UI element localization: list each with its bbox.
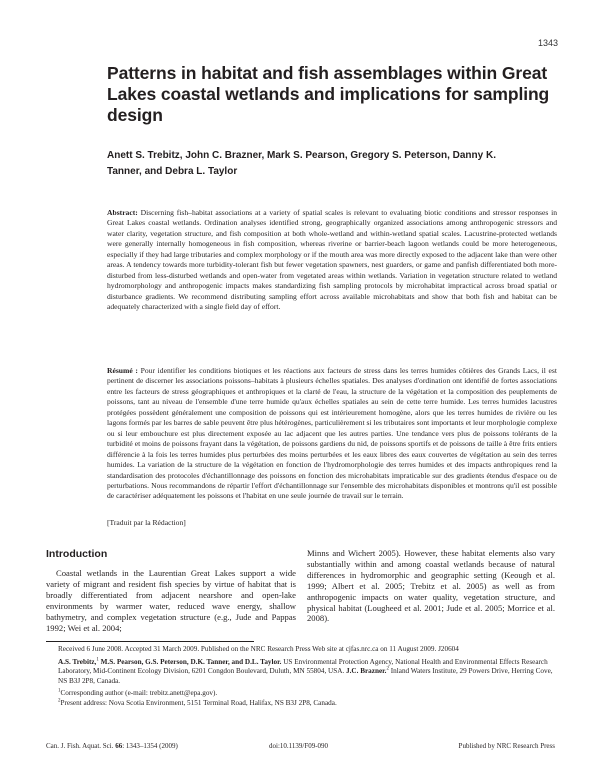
abstract: [107, 208, 557, 313]
translation-note: [Traduit par la Rédaction]: [107, 518, 186, 527]
affiliation-brazner-address: Inland Waters Institute, 29 Powers Drive, Herring Cove, NS B3J 2P8, Canada.: [58, 667, 553, 685]
resume: [107, 366, 557, 502]
received-dates: Received 6 June 2008. Accepted 31 March 2009. Published on the NRC Research Press Web site at cjfas.nrc.ca on 11 August 2009. J20604: [58, 645, 459, 653]
present-address-text: Present address: Nova Scotia Environment, 5151 Terminal Road, Halifax, NS B3J 2P8, Canada.: [60, 698, 337, 707]
resume-label: Résumé :: [107, 366, 138, 375]
affiliation-names-2: M.S. Pearson, G.S. Peterson, D.K. Tanner, and D.L. Taylor.: [100, 657, 282, 666]
resume-text: Pour identifier les conditions biotiques et les réactions aux facteurs de stress dans les terres humides côtières des Grands Lacs, il est pertinent de discerner les associations poissons–habitats à plusieurs échelles spatiales. Des analyses d'ordination ont identifié de fortes associations entre les facteurs de stress géographiques et anthropiques et la clarté de l'eau, la structure de la végétation et la composition des peuplements de poissons, tant au niveau de l'ensemble d'une terre humide qu'aux échelles spatiales au sein de cette terre humide. Les terres humides lacustres protégées possèdent généralement une composition de poissons qui est intérieurement homogène, alors que les terres humides de rivière ou les lagons formés par les barres de sable peuvent être plus hétérogènes, particulièrement si les tributaires sont importants et leur morphologie complexe ou si leur embouchure est plus directement exposée au lac adjacent que les autres parties. Une tendance vers plus de poissons tolérants de la turbidité et moins de poissons frayant dans la végétation, de poissons gardiens du nid, de poissons sportifs et de poissons de taille à être frits entiers différencie à la fois les terres humides plus perturbées des moins perturbées et les eaux libres des eaux couvertes de végétation au sein des terres humides. La variation de la structure de la végétation en fonction de l'hydromorphologie des terres humides et des impacts anthropiques rend la standardisation des protocoles d'échantillonnage des poissons en fonction des microhabitats impraticable sur des gradients étendus d'espace ou de perturbations. Nous recommandons de répartir l'effort d'échantillonnage sur l'ensemble des microhabitats disponibles et montrons qu'il est possible de caractériser adéquatement les poissons et l'habitat en une seule journée de travail sur le terrain.: [107, 366, 557, 501]
affiliation-epa: A.S. Trebitz,$^1$ M.S. Pearson, G.S. Peterson, D.K. Tanner, and D.L. Taylor. US Environmental Protection Agency, National Health and Environmental Effects Research Laboratory, Mid-Continent Ecology Division, 6201 Congdon Boulevard, Duluth, MN 55804, USA. J.C. Brazner.$^2$ Inland Waters Institute, 29 Powers Drive, Herring Cove, NS B3J 2P8, Canada.: [58, 657, 553, 685]
journal-citation: [46, 742, 178, 750]
author-list: Anett S. Trebitz, John C. Brazner, Mark S. Pearson, Gregory S. Peterson, Danny K. Tanner, and Debra L. Taylor: [107, 150, 496, 177]
footnotes: [58, 645, 555, 709]
page-number: 1343: [537, 38, 558, 48]
journal-name: Can. J. Fish. Aquat. Sci.: [46, 742, 114, 750]
journal-pages: : 1343–1354 (2009): [122, 742, 178, 750]
affiliation-brazner-name: J.C. Brazner.: [346, 667, 387, 676]
present-address-note: $^2$Present address: Nova Scotia Environment, 5151 Terminal Road, Halifax, NS B3J 2P8, Canada.: [58, 698, 337, 707]
introduction-left-column: Coastal wetlands in the Laurentian Great Lakes support a wide variety of migrant and resident fish species by virtue of habitat that is broadly differentiated from adjacent nearshore and open-lake environments by warmer water, reduced wave energy, shallow bathymetry, and complex vegetation structure (e.g., Jude and Pappas 1992; Wei et al. 2004;: [46, 568, 296, 633]
affiliation-address: US Environmental Protection Agency, National Health and Environmental Effects Research Laboratory, Mid-Continent Ecology Division, 6201 Congdon Boulevard, Duluth, MN 55804, USA.: [58, 657, 548, 676]
journal-volume: 66: [115, 742, 123, 750]
publisher: Published by NRC Research Press: [458, 742, 555, 750]
affiliation-names-1: A.S. Trebitz,: [58, 657, 97, 666]
corresponding-author-note: $^1$Corresponding author (e-mail: trebitz.anett@epa.gov).: [58, 688, 218, 698]
footnote-divider: [46, 641, 254, 642]
introduction-right-column: Minns and Wichert 2005). However, these habitat elements also vary substantially within and among coastal wetlands because of natural differences in hydromorphic and geographic setting (Keough et al. 1999; Albert et al. 2005; Trebitz et al. 2005) as well as from anthropogenic impacts on water quality, vegetation structure, and physical habitat (Lougheed et al. 2001; Jude et al. 2005; Morrice et al. 2008).: [307, 548, 555, 624]
article-title: Patterns in habitat and fish assemblages within Great Lakes coastal wetlands and implications for sampling design: [107, 63, 550, 125]
abstract-label: Abstract:: [107, 208, 138, 217]
corresponding-author-text: Corresponding author (e-mail: trebitz.anett@epa.gov).: [60, 689, 218, 698]
introduction-heading: Introduction: [46, 548, 108, 560]
abstract-text: Discerning fish–habitat associations at a variety of spatial scales is relevant to evaluating biotic conditions and stressor responses in Great Lakes coastal wetlands. Ordination analyses identified strong, geographically organized associations among anthropogenic stressors and water clarity, vegetation structure, and fish composition at both whole-wetland and within-wetland spatial scales. Lacustrine-protected wetlands were generally internally homogeneous in fish composition, whereas riverine or barrier-beach lagoon wetlands could be more heterogeneous, especially if they had large tributaries and complex morphology or if the mouth area was more directly exposed to the adjacent lake than were other areas. A tendency towards more turbidity-tolerant fish but fewer vegetation spawners, nest guarders, or game and panfish differentiated both more-disturbed from less-disturbed wetlands and open-water from vegetated areas within wetlands. Variation in vegetation structure related to wetland hydromorphology and anthropogenic impacts makes standardizing fish sampling protocols by microhabitat impractical across broad spatial or disturbance gradients. We recommend distributing sampling effort across available microhabitats and show that both fish and habitat can be adequately characterized with a single field day of effort.: [107, 208, 557, 312]
doi: doi:10.1139/F09-090: [269, 742, 329, 750]
